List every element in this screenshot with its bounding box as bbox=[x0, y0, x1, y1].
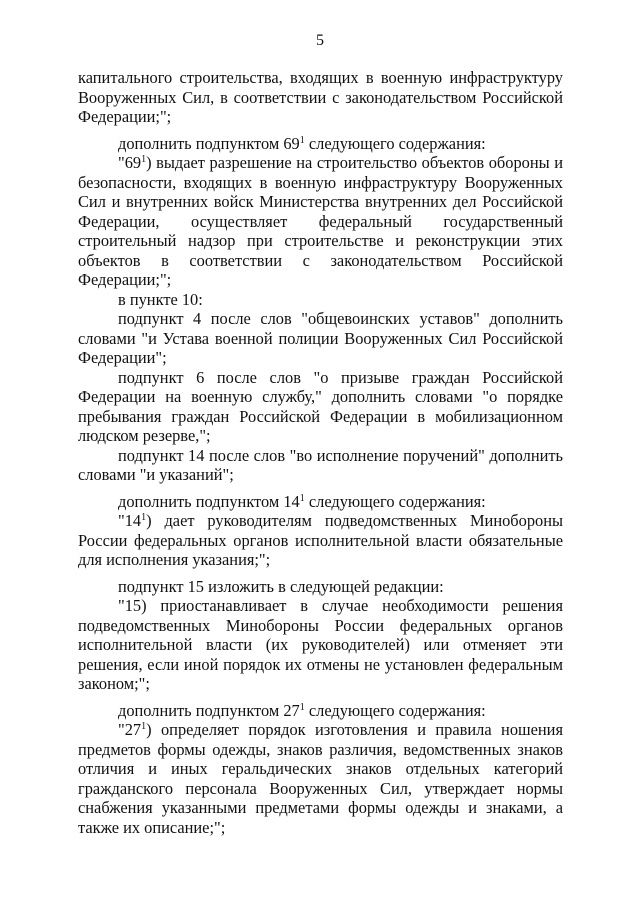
paragraph-2-post: следующего содержания: bbox=[304, 133, 486, 153]
paragraph-6: подпункт 6 после слов "о призыве граждан Российской Федерации на военную службу," дополнить словами "о порядке пребывания граждан Российской Федерации в мобилизационном людском резерве,"; bbox=[78, 367, 563, 445]
paragraph-12-pre: дополнить подпунктом 27 bbox=[118, 700, 300, 720]
superscript: 1 bbox=[141, 721, 147, 732]
paragraph-2 bbox=[78, 134, 563, 154]
page-number: 5 bbox=[316, 32, 324, 49]
paragraph-8-pre: дополнить подпунктом 14 bbox=[118, 491, 300, 511]
paragraph-13-post: ) определяет порядок изготовления и правила ношения предметов формы одежды, знаков различия, ведомственных знаков отличия и иных геральдических знаков отдельных категорий гражданского персонала Вооруженных Сил, утверждает нормы снабжения указанными предметами формы одежды и знаками, а также их описание;"; bbox=[78, 720, 563, 837]
paragraph-9-post: ) дает руководителям подведомственных Минобороны России федеральных органов исполнительной власти обязательные для исполнения указания;"; bbox=[78, 511, 563, 569]
superscript: 1 bbox=[141, 512, 147, 523]
document-body bbox=[78, 68, 563, 837]
paragraph-1: капитального строительства, входящих в военную инфраструктуру Вооруженных Сил, в соответствии с законодательством Российской Федерации;"; bbox=[78, 68, 563, 126]
paragraph-4: в пункте 10: bbox=[118, 289, 203, 309]
paragraph-3-pre: "69 bbox=[118, 153, 142, 172]
superscript: 1 bbox=[299, 492, 305, 504]
paragraph-8-post: следующего содержания: bbox=[304, 491, 486, 511]
paragraph-5: подпункт 4 после слов "общевоинских уставов" дополнить словами "и Устава военной полиции Вооруженных Сил Российской Федерации"; bbox=[78, 309, 563, 367]
paragraph-13-pre: "27 bbox=[118, 720, 142, 739]
paragraph-7: подпункт 14 после слов "во исполнение поручений" дополнить словами "и указаний"; bbox=[78, 445, 563, 484]
paragraph-13 bbox=[78, 720, 563, 837]
superscript: 1 bbox=[299, 701, 305, 713]
paragraph-2-pre: дополнить подпунктом 69 bbox=[118, 133, 300, 153]
paragraph-9 bbox=[78, 511, 563, 570]
paragraph-10: подпункт 15 изложить в следующей редакции: bbox=[118, 576, 444, 596]
paragraph-12-post: следующего содержания: bbox=[304, 700, 486, 720]
paragraph-9-pre: "14 bbox=[118, 511, 142, 530]
superscript: 1 bbox=[141, 154, 147, 165]
paragraph-11: "15) приостанавливает в случае необходимости решения подведомственных Минобороны России федеральных органов исполнительной власти (их руководителей) или отменяет эти решения, если иной порядок их отмены не установлен федеральным законом;"; bbox=[78, 596, 563, 693]
paragraph-12 bbox=[78, 701, 563, 721]
paragraph-8 bbox=[78, 492, 563, 512]
paragraph-3 bbox=[78, 153, 563, 290]
superscript: 1 bbox=[299, 134, 305, 146]
paragraph-3-post: ) выдает разрешение на строительство объектов обороны и безопасности, входящих в военную инфраструктуру Вооруженных Сил и внутренних войск Министерства внутренних дел Российской Федерации, осуществляет федеральный государственный строительный надзор при строительстве и реконструкции этих объектов в соответствии с законодательством Российской Федерации;"; bbox=[78, 153, 563, 289]
